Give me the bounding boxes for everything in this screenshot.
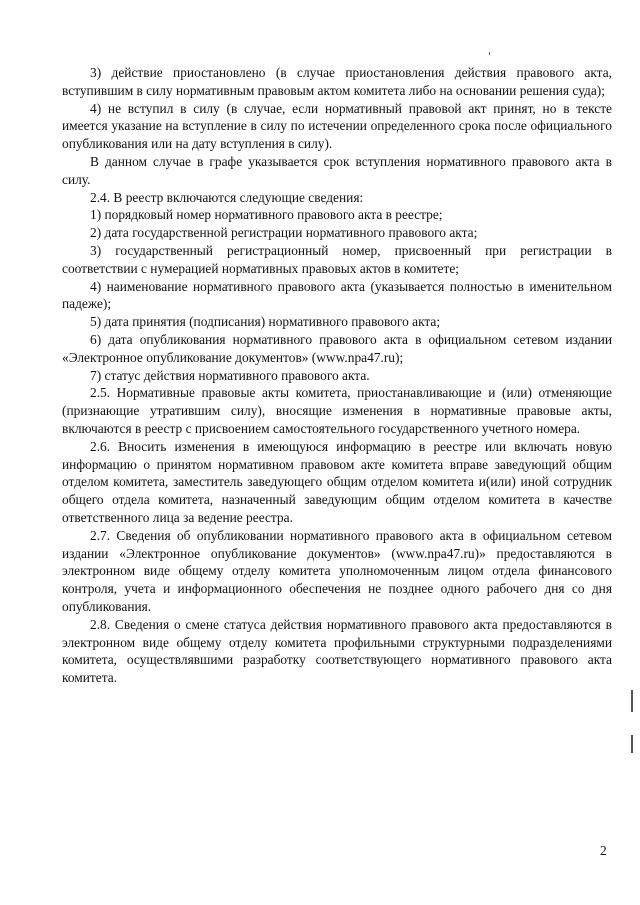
paragraph-2-7: 2.7. Сведения об опубликовании нормативного правового акта в официальном сетевом издании «Электронное опубликование документов» (www.npa47.ru)» предоставляются в электронном виде общему отделу комитета уполномоченным лицом отдела финансового контроля, учета и информационного обеспечения не позднее одного рабочего дня со дня опубликования. (62, 527, 612, 614)
paragraph-2-6: 2.6. Вносить изменения в имеющуюся информацию в реестре или включать новую информацию о принятом нормативном правовом акте комитета вправе заведующий общим отделом комитета, заместитель заведующего общим отделом комитета и(или) иной сотрудник общего отдела комитета, назначенный заведующим общим отделом комитета в качестве ответственного лица за ведение реестра. (62, 438, 612, 525)
list-item-registration-number: 3) государственный регистрационный номер, присвоенный при регистрации в соответствии с нумерацией нормативных правовых актов в комитете; (62, 242, 612, 276)
paragraph-2-8: 2.8. Сведения о смене статуса действия нормативного правового акта предоставляются в электронном виде общему отделу комитета профильными структурными подразделениями комитета, осуществлявшими разработку соответствующего нормативного правового акта комитета. (62, 616, 612, 686)
scan-artifact-mark (631, 735, 633, 753)
list-item-status: 7) статус действия нормативного правового акта. (90, 367, 370, 383)
scan-artifact-mark (631, 690, 633, 712)
paragraph-2-4: 2.4. В реестр включаются следующие сведения: (90, 189, 364, 205)
list-item-registration-date: 2) дата государственной регистрации нормативного правового акта; (90, 225, 478, 241)
list-item-publication-date: 6) дата опубликования нормативного правового акта в официальном сетевом издании «Электронное опубликование документов» (www.npa47.ru); (62, 331, 612, 365)
scan-artifact-mark (489, 52, 490, 55)
list-item-adoption-date: 5) дата принятия (подписания) нормативного правового акта; (90, 314, 441, 330)
document-body (62, 64, 612, 687)
list-item-registry-number: 1) порядковый номер нормативного правового акта в реестре; (90, 207, 443, 223)
page-number: 2 (600, 843, 607, 858)
paragraph-2-5: 2.5. Нормативные правовые акты комитета, приостанавливающие и (или) отменяющие (признающие утратившим силу), вносящие изменения в нормативные правовые акты, включаются в реестр с присвоением самостоятельного государственного учетного номера. (62, 385, 612, 436)
paragraph-effective-date-note: В данном случае в графе указывается срок вступления нормативного правового акта в силу. (62, 153, 612, 187)
list-item-act-name: 4) наименование нормативного правового акта (указывается полностью в именительном падеже); (62, 278, 612, 312)
paragraph-item-4-not-in-force: 4) не вступил в силу (в случае, если нормативный правовой акт принят, но в тексте имеется указание на вступление в силу по истечении определенного срока после официального опубликования или на дату вступления в силу). (62, 100, 612, 152)
paragraph-item-3-suspended: 3) действие приостановлено (в случае приостановления действия правового акта, вступившим в силу нормативным правовым актом комитета либо на основании решения суда); (62, 65, 612, 98)
